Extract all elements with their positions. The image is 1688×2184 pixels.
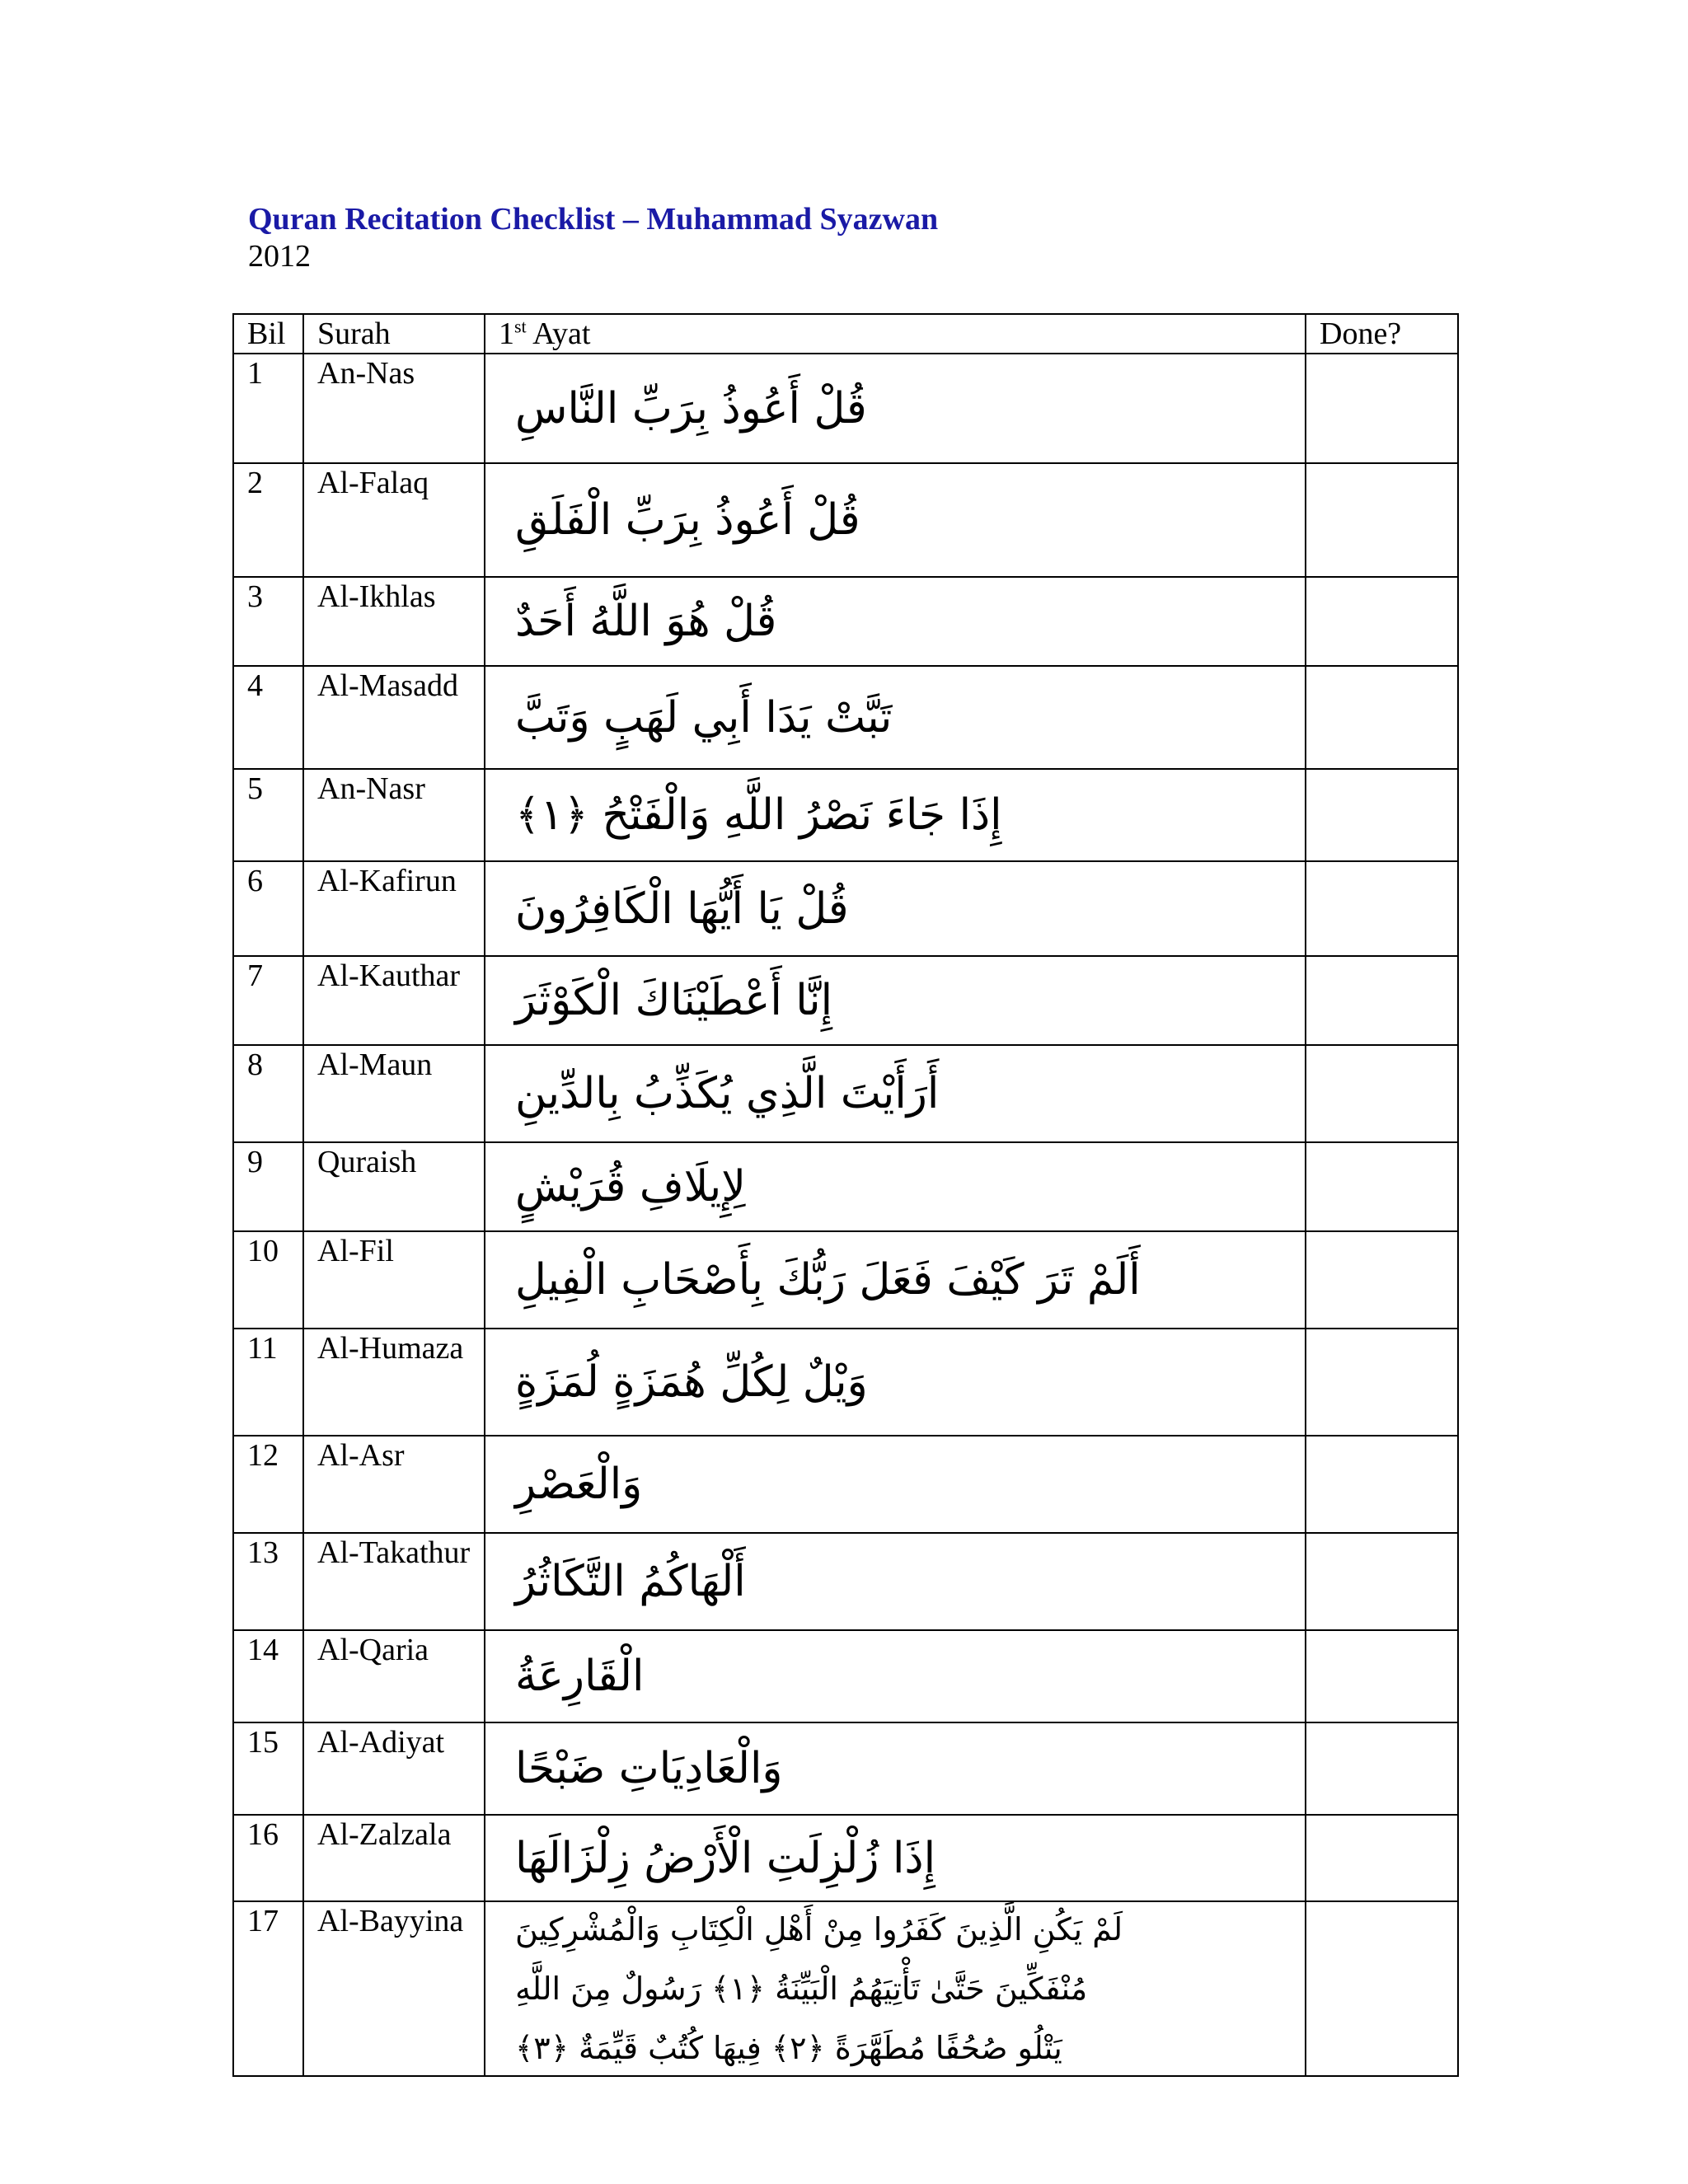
row-number: 9: [233, 1142, 303, 1231]
arabic-ayat-text: أَلْهَاكُمُ التَّكَاثُرُ: [515, 1557, 746, 1606]
first-ayat-cell: [485, 1231, 1306, 1329]
surah-name: Al-Bayyina: [303, 1901, 485, 2076]
header-first-ayat: [485, 314, 1306, 354]
surah-name: Al-Maun: [303, 1045, 485, 1142]
row-number: 17: [233, 1901, 303, 2076]
table-row: [233, 1722, 1458, 1815]
arabic-ayat-text: وَيْلٌ لِكُلِّ هُمَزَةٍ لُمَزَةٍ: [515, 1357, 868, 1407]
done-checkbox-cell[interactable]: [1306, 1231, 1458, 1329]
row-number: 16: [233, 1815, 303, 1901]
header-ayat-ordinal: st: [514, 316, 527, 337]
ayat-wrapper: [499, 354, 1305, 462]
surah-name: Al-Kafirun: [303, 861, 485, 956]
first-ayat-cell: [485, 1142, 1306, 1231]
arabic-ayat-text: أَرَأَيْتَ الَّذِي يُكَذِّبُ بِالدِّينِ: [515, 1069, 940, 1118]
done-checkbox-cell[interactable]: [1306, 1722, 1458, 1815]
done-checkbox-cell[interactable]: [1306, 861, 1458, 956]
ayat-wrapper: [499, 1723, 1305, 1814]
table-row: [233, 861, 1458, 956]
row-number: 8: [233, 1045, 303, 1142]
arabic-ayat-text: وَالْعَصْرِ: [515, 1460, 643, 1509]
done-checkbox-cell[interactable]: [1306, 1630, 1458, 1722]
done-checkbox-cell[interactable]: [1306, 769, 1458, 861]
ayat-wrapper: [499, 578, 1305, 665]
done-checkbox-cell[interactable]: [1306, 666, 1458, 769]
row-number: 4: [233, 666, 303, 769]
ayat-wrapper: [499, 862, 1305, 955]
surah-name: Al-Humaza: [303, 1329, 485, 1436]
first-ayat-cell: [485, 1722, 1306, 1815]
table-row: [233, 1901, 1458, 2076]
done-checkbox-cell[interactable]: [1306, 1045, 1458, 1142]
document-year: 2012: [248, 239, 311, 274]
first-ayat-cell: [485, 1630, 1306, 1722]
ayat-wrapper: [499, 1436, 1305, 1532]
arabic-ayat-text: لِإِيلَافِ قُرَيْشٍ: [515, 1162, 746, 1212]
first-ayat-cell: [485, 1533, 1306, 1630]
header-ayat-label: Ayat: [526, 316, 591, 351]
table-row: [233, 1329, 1458, 1436]
arabic-ayat-text: لَمْ يَكُنِ الَّذِينَ كَفَرُوا مِنْ أَهْلِ الْكِتَابِ وَالْمُشْرِكِينَ مُنْفَكِّينَ حَتَّىٰ تَأْتِيَهُمُ الْبَيِّنَةُ ﴿١﴾ رَسُولٌ مِنَ اللَّهِ يَتْلُو صُحُفًا مُطَهَّرَةً ﴿٢﴾ فِيهَا كُتُبٌ قَيِّمَةٌ ﴿٣﴾: [515, 1910, 1123, 2067]
table-row: [233, 577, 1458, 666]
ayat-wrapper: [499, 1143, 1305, 1230]
surah-name: Quraish: [303, 1142, 485, 1231]
ayat-wrapper: [499, 1232, 1305, 1328]
surah-name: An-Nas: [303, 354, 485, 463]
first-ayat-cell: [485, 1045, 1306, 1142]
table-row: [233, 354, 1458, 463]
document-title: Quran Recitation Checklist – Muhammad Syazwan: [248, 202, 939, 237]
table-row: [233, 956, 1458, 1045]
first-ayat-cell: [485, 956, 1306, 1045]
row-number: 7: [233, 956, 303, 1045]
ayat-wrapper: [499, 1631, 1305, 1722]
done-checkbox-cell[interactable]: [1306, 1533, 1458, 1630]
ayat-wrapper: [499, 667, 1305, 768]
first-ayat-cell: [485, 1815, 1306, 1901]
arabic-ayat-text: وَالْعَادِيَاتِ ضَبْحًا: [515, 1744, 783, 1793]
first-ayat-cell: [485, 1901, 1306, 2076]
done-checkbox-cell[interactable]: [1306, 1436, 1458, 1533]
arabic-ayat-text: قُلْ أَعُوذُ بِرَبِّ النَّاسِ: [515, 383, 867, 434]
done-checkbox-cell[interactable]: [1306, 1329, 1458, 1436]
first-ayat-cell: [485, 861, 1306, 956]
arabic-ayat-text: قُلْ أَعُوذُ بِرَبِّ الْفَلَقِ: [515, 495, 860, 545]
first-ayat-cell: [485, 1329, 1306, 1436]
surah-name: Al-Zalzala: [303, 1815, 485, 1901]
first-ayat-cell: [485, 666, 1306, 769]
arabic-ayat-text: إِذَا جَاءَ نَصْرُ اللَّهِ وَالْفَتْحُ ﴿١﴾: [515, 790, 1002, 840]
row-number: 13: [233, 1533, 303, 1630]
ayat-wrapper: [499, 1534, 1305, 1629]
done-checkbox-cell[interactable]: [1306, 463, 1458, 577]
row-number: 2: [233, 463, 303, 577]
arabic-ayat-text: إِنَّا أَعْطَيْنَاكَ الْكَوْثَرَ: [515, 976, 833, 1025]
table-row: [233, 463, 1458, 577]
arabic-ayat-text: قُلْ هُوَ اللَّهُ أَحَدٌ: [515, 597, 777, 646]
table-row: [233, 1815, 1458, 1901]
arabic-ayat-text: تَبَّتْ يَدَا أَبِي لَهَبٍ وَتَبَّ: [515, 692, 893, 743]
surah-name: An-Nasr: [303, 769, 485, 861]
surah-name: Al-Masadd: [303, 666, 485, 769]
first-ayat-cell: [485, 577, 1306, 666]
done-checkbox-cell[interactable]: [1306, 577, 1458, 666]
recitation-checklist-table: [232, 313, 1459, 2077]
arabic-ayat-text: إِذَا زُلْزِلَتِ الْأَرْضُ زِلْزَالَهَا: [515, 1833, 936, 1883]
table-row: [233, 1231, 1458, 1329]
table-row: [233, 1045, 1458, 1142]
header-bil: Bil: [233, 314, 303, 354]
row-number: 14: [233, 1630, 303, 1722]
ayat-wrapper: [499, 957, 1305, 1044]
done-checkbox-cell[interactable]: [1306, 354, 1458, 463]
surah-name: Al-Fil: [303, 1231, 485, 1329]
row-number: 3: [233, 577, 303, 666]
done-checkbox-cell[interactable]: [1306, 956, 1458, 1045]
table-row: [233, 769, 1458, 861]
done-checkbox-cell[interactable]: [1306, 1142, 1458, 1231]
row-number: 11: [233, 1329, 303, 1436]
row-number: 15: [233, 1722, 303, 1815]
header-surah: Surah: [303, 314, 485, 354]
table-header-row: [233, 314, 1458, 354]
done-checkbox-cell[interactable]: [1306, 1815, 1458, 1901]
surah-name: Al-Adiyat: [303, 1722, 485, 1815]
header-done: Done?: [1306, 314, 1458, 354]
header-ayat-number: 1: [499, 316, 514, 351]
surah-name: Al-Ikhlas: [303, 577, 485, 666]
first-ayat-cell: [485, 769, 1306, 861]
arabic-ayat-text: أَلَمْ تَرَ كَيْفَ فَعَلَ رَبُّكَ بِأَصْحَابِ الْفِيلِ: [515, 1255, 1141, 1305]
arabic-ayat-text: الْقَارِعَةُ: [515, 1652, 645, 1701]
table-row: [233, 1630, 1458, 1722]
done-checkbox-cell[interactable]: [1306, 1901, 1458, 2076]
surah-name: Al-Qaria: [303, 1630, 485, 1722]
surah-name: Al-Kauthar: [303, 956, 485, 1045]
table-row: [233, 1142, 1458, 1231]
surah-name: Al-Takathur: [303, 1533, 485, 1630]
ayat-wrapper: [499, 464, 1305, 576]
first-ayat-cell: [485, 354, 1306, 463]
surah-name: Al-Falaq: [303, 463, 485, 577]
ayat-wrapper: [499, 1816, 1305, 1900]
table-row: [233, 1436, 1458, 1533]
row-number: 1: [233, 354, 303, 463]
row-number: 12: [233, 1436, 303, 1533]
table-row: [233, 1533, 1458, 1630]
row-number: 5: [233, 769, 303, 861]
table-row: [233, 666, 1458, 769]
row-number: 6: [233, 861, 303, 956]
ayat-wrapper: [499, 1046, 1305, 1141]
first-ayat-cell: [485, 1436, 1306, 1533]
row-number: 10: [233, 1231, 303, 1329]
ayat-wrapper: [499, 1902, 1305, 2075]
first-ayat-cell: [485, 463, 1306, 577]
surah-name: Al-Asr: [303, 1436, 485, 1533]
ayat-wrapper: [499, 770, 1305, 860]
arabic-ayat-text: قُلْ يَا أَيُّهَا الْكَافِرُونَ: [515, 883, 849, 934]
ayat-wrapper: [499, 1329, 1305, 1435]
